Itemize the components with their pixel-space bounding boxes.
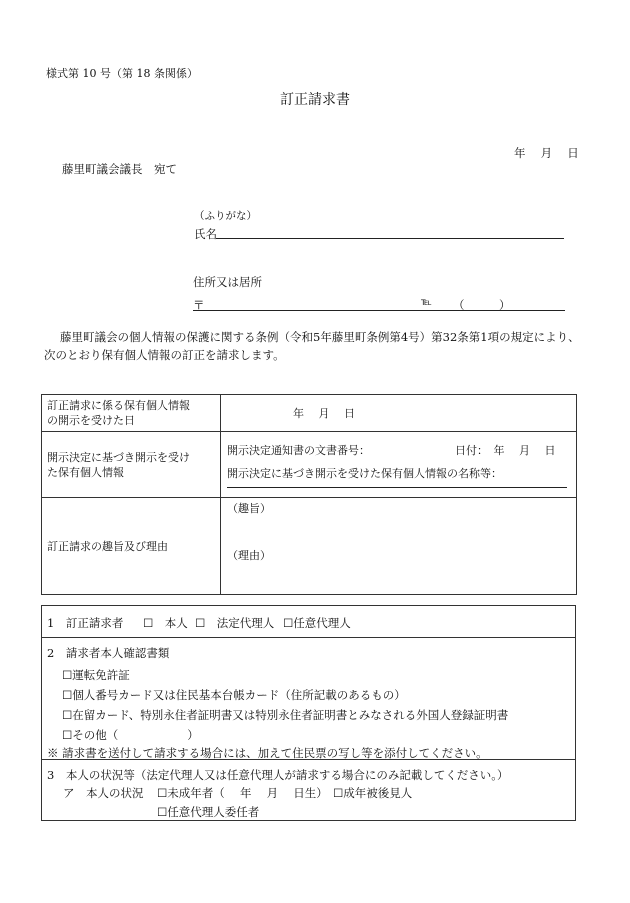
row1-label: 訂正請求に係る保有個人情報 の開示を受けた日: [42, 395, 221, 432]
body-line-1: 藤里町議会の個人情報の保護に関する条例（令和5年藤里町条例第4号）第32条第1項の規定により、: [60, 330, 580, 344]
postal-mark: 〒: [193, 298, 205, 312]
principal-status-label: ア 本人の状況: [63, 786, 144, 800]
addressee: 藤里町議会議長 宛て: [62, 162, 177, 176]
disclosure-date-field[interactable]: 年 月 日: [221, 395, 577, 432]
checkbox-adult-ward[interactable]: ☐成年被後見人: [333, 786, 413, 800]
address-label: 住所又は居所: [193, 275, 262, 289]
body-line-2: 次のとおり保有個人情報の訂正を請求します。: [44, 348, 285, 362]
page-title: 訂正請求書: [280, 92, 350, 108]
checkbox-legal-agent[interactable]: ☐ 法定代理人: [195, 616, 275, 630]
form-number: 様式第 10 号（第 18 条関係）: [46, 67, 198, 80]
requester-section: [41, 605, 576, 638]
id-documents-title: 2 請求者本人確認書類: [47, 646, 170, 660]
reason-field[interactable]: （理由）: [227, 549, 271, 562]
checkbox-my-number-card[interactable]: ☐個人番号カード又は住民基本台帳カード（住所記載のあるもの）: [62, 688, 406, 702]
tel-field[interactable]: （ ）: [453, 298, 511, 312]
id-documents-section: [41, 637, 576, 760]
notice-date-field[interactable]: 日付： 年 月 日: [455, 444, 556, 457]
row3-label: 訂正請求の趣旨及び理由: [42, 498, 221, 595]
checkbox-drivers-license[interactable]: ☐運転免許証: [62, 668, 130, 682]
checkbox-self[interactable]: ☐ 本人: [143, 616, 188, 630]
name-label: 氏名: [194, 227, 217, 241]
name-field[interactable]: [216, 238, 564, 239]
row2-value: [221, 432, 577, 498]
checkbox-other[interactable]: ☐その他（ ）: [62, 728, 199, 742]
checkbox-residence-card[interactable]: ☐在留カード、特別永住者証明書又は特別永住者証明書とみなされる外国人登録証明書: [62, 708, 509, 722]
requester-label: 1 訂正請求者: [47, 616, 124, 630]
checkbox-minor[interactable]: ☐未成年者（ 年 月 日生）: [157, 786, 328, 800]
row2-label: 開示決定に基づき開示を受け た保有個人情報: [42, 432, 221, 498]
checkbox-delegator[interactable]: ☐任意代理人委任者: [157, 805, 260, 819]
mail-note: ※ 請求書を送付して請求する場合には、加えて住民票の写し等を添付してください。: [47, 746, 488, 760]
info-name-label: 開示決定に基づき開示を受けた保有個人情報の名称等：: [227, 467, 502, 480]
checkbox-voluntary-agent[interactable]: ☐任意代理人: [283, 616, 351, 630]
principal-status-title: 3 本人の状況等（法定代理人又は任意代理人が請求する場合にのみ記載してください。）: [47, 768, 509, 782]
info-table: [41, 394, 577, 595]
notice-number-field[interactable]: 開示決定通知書の文書番号：: [227, 444, 370, 457]
furigana-label: （ふりがな）: [194, 210, 257, 222]
tel-label: ℡: [421, 297, 432, 308]
date-field[interactable]: 年 月 日: [514, 146, 579, 160]
row3-value: [221, 498, 577, 595]
purpose-field[interactable]: （趣旨）: [227, 502, 271, 515]
principal-status-section: [41, 759, 576, 821]
info-name-field[interactable]: [227, 487, 567, 488]
